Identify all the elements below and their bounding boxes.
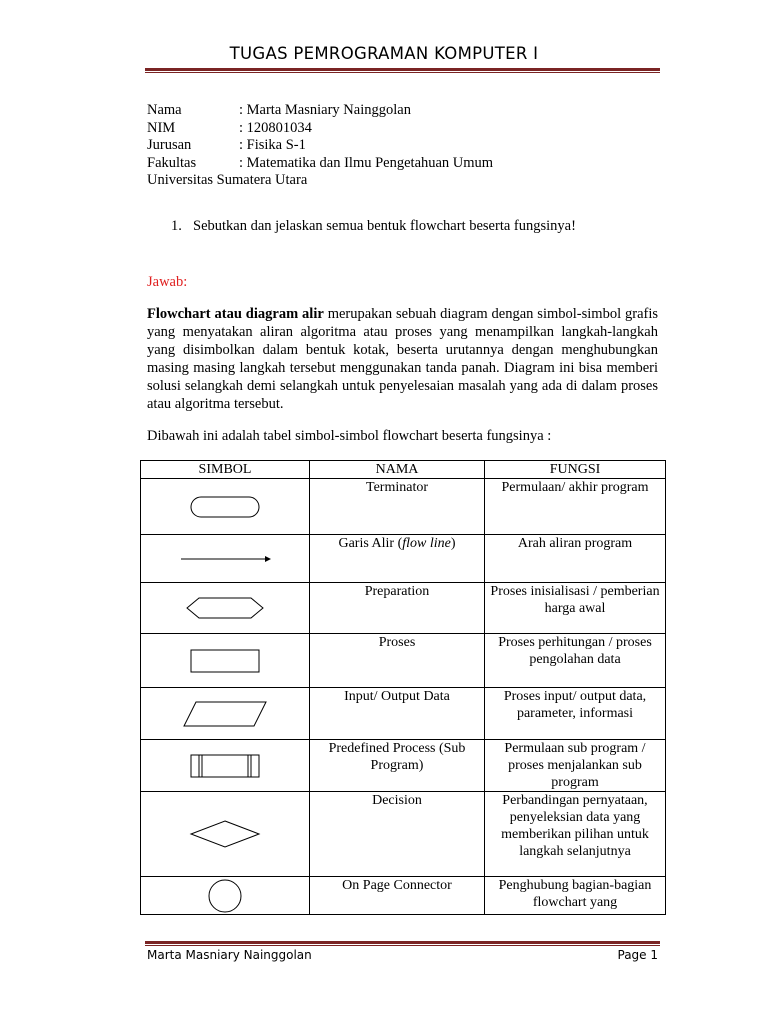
table-header-row xyxy=(141,461,666,479)
name-cell: Preparation xyxy=(310,583,485,634)
question-item xyxy=(171,218,576,235)
identity-block xyxy=(147,102,493,190)
terminator-symbol-icon xyxy=(185,492,265,522)
function-cell: Proses perhitungan / proses pengolahan data xyxy=(485,634,666,688)
flow-line-arrow-icon xyxy=(175,549,275,569)
footer-author: Marta Masniary Nainggolan xyxy=(147,948,312,962)
table-row xyxy=(141,792,666,877)
university-name: Universitas Sumatera Utara xyxy=(147,172,308,188)
name-cell: Predefined Process (Sub Program) xyxy=(310,740,485,792)
header-simbol: SIMBOL xyxy=(141,461,310,479)
question-number: 1. xyxy=(171,218,182,234)
header-fungsi: FUNGSI xyxy=(485,461,666,479)
header-nama: NAMA xyxy=(310,461,485,479)
function-cell: Penghubung bagian-bagian flowchart yang xyxy=(485,877,666,915)
name-cell: Input/ Output Data xyxy=(310,688,485,740)
table-row xyxy=(141,479,666,535)
name-cell: Decision xyxy=(310,792,485,877)
answer-label: Jawab: xyxy=(147,274,188,290)
symbol-cell xyxy=(141,634,310,688)
paragraph-bold-term: Flowchart atau diagram alir xyxy=(147,306,324,322)
table-row xyxy=(141,688,666,740)
identity-row-jurusan xyxy=(147,137,493,155)
identity-row-fakultas xyxy=(147,155,493,173)
preparation-hexagon-icon xyxy=(183,593,267,623)
symbol-cell xyxy=(141,535,310,583)
table-intro: Dibawah ini adalah tabel simbol-simbol flowchart beserta fungsinya : xyxy=(147,428,552,444)
table-row xyxy=(141,535,666,583)
decision-diamond-icon xyxy=(187,817,263,851)
table-row xyxy=(141,877,666,915)
symbol-cell xyxy=(141,740,310,792)
symbol-cell xyxy=(141,688,310,740)
answer-paragraph xyxy=(147,305,658,413)
name-text: Garis Alir ( xyxy=(338,536,403,551)
connector-circle-icon xyxy=(205,878,245,914)
function-cell: Perbandingan pernyataan, penyeleksian data yang memberikan pilihan untuk langkah selanjutnya xyxy=(485,792,666,877)
identity-value: : Marta Masniary Nainggolan xyxy=(239,102,411,118)
function-cell: Arah aliran program xyxy=(485,535,666,583)
page-title: TUGAS PEMROGRAMAN KOMPUTER I xyxy=(229,44,539,63)
name-cell: On Page Connector xyxy=(310,877,485,915)
symbol-cell xyxy=(141,479,310,535)
header-rule xyxy=(145,68,660,73)
function-cell: Proses input/ output data, parameter, informasi xyxy=(485,688,666,740)
identity-row-nama xyxy=(147,102,493,120)
predefined-process-icon xyxy=(185,751,265,781)
function-cell: Proses inisialisasi / pemberian harga awal xyxy=(485,583,666,634)
paragraph-body: merupakan sebuah diagram dengan simbol-simbol grafis yang menyatakan aliran algoritma atau proses yang menampilkan langkah-langkah yang disimbolkan dalam bentuk kotak, beserta urutannya dengan menghubungkan masing masing langkah tersebut menggunakan tanda panah. Diagram ini bisa memberi solusi selangkah demi selangkah untuk penyelesaian masalah yang ada di dalam proses atau algoritma tersebut. xyxy=(147,306,658,412)
name-text: ) xyxy=(450,536,456,551)
identity-label: Fakultas xyxy=(147,154,197,171)
identity-value: : Matematika dan Ilmu Pengetahuan Umum xyxy=(239,154,494,171)
identity-value: : Fisika S-1 xyxy=(239,137,306,153)
footer-page-number: Page 1 xyxy=(617,948,658,962)
name-italic: flow line xyxy=(402,536,451,551)
identity-row-nim xyxy=(147,120,493,138)
flowchart-symbol-table xyxy=(140,460,666,915)
table-row xyxy=(141,634,666,688)
name-cell xyxy=(310,535,485,583)
table-row xyxy=(141,740,666,792)
table-row xyxy=(141,583,666,634)
function-cell: Permulaan sub program / proses menjalankan sub program xyxy=(485,740,666,792)
input-output-parallelogram-icon xyxy=(180,698,270,730)
identity-label: Jurusan xyxy=(147,137,192,153)
name-cell: Proses xyxy=(310,634,485,688)
function-cell: Permulaan/ akhir program xyxy=(485,479,666,535)
symbol-cell xyxy=(141,792,310,877)
process-rectangle-icon xyxy=(185,646,265,676)
symbol-cell xyxy=(141,877,310,915)
identity-label: NIM xyxy=(147,119,176,136)
identity-value: : 120801034 xyxy=(239,119,312,136)
name-cell: Terminator xyxy=(310,479,485,535)
footer-rule xyxy=(145,941,660,946)
symbol-cell xyxy=(141,583,310,634)
identity-label: Nama xyxy=(147,102,182,118)
question-text: Sebutkan dan jelaskan semua bentuk flowchart beserta fungsinya! xyxy=(193,218,576,234)
